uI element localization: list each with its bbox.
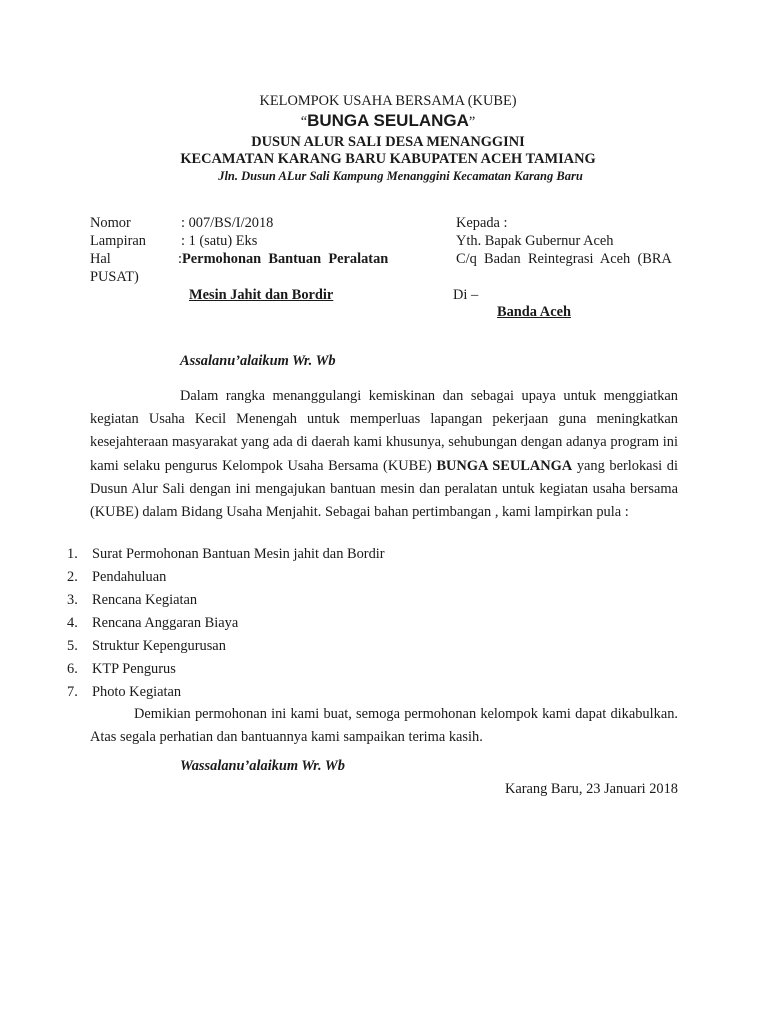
list-text: Pendahuluan (92, 569, 167, 585)
hal-label: Hal (90, 251, 111, 267)
list-item (67, 543, 385, 566)
address-line: Jln. Dusun ALur Sali Kampung Menanggini Kecamatan Karang Baru (218, 169, 583, 183)
district-line: KECAMATAN KARANG BARU KABUPATEN ACEH TAMIANG (180, 151, 596, 167)
attachment-list (67, 543, 385, 704)
list-text: Struktur Kepengurusan (92, 638, 226, 654)
quote-close: ” (468, 114, 476, 130)
closing-paragraph: Demikian permohonan ini kami buat, semoga permohonan kelompok kami dapat dikabulkan. Atas segala perhatian dan bantuannya kami sampaikan terima kasih. (90, 706, 678, 746)
brand-name: BUNGA SEULANGA (307, 111, 469, 130)
recipient-cq: C/q Badan Reintegrasi Aceh (BRA (456, 251, 672, 267)
list-item (67, 612, 385, 635)
list-number: 6. (67, 661, 78, 677)
greeting: Assalanu’alaikum Wr. Wb (180, 353, 336, 369)
group-name (0, 111, 768, 131)
list-number: 1. (67, 546, 78, 562)
list-text: KTP Pengurus (92, 661, 176, 677)
body-paragraph (90, 385, 678, 524)
recipient-cq-cont: PUSAT) (90, 269, 139, 285)
place-date: Karang Baru, 23 Januari 2018 (504, 781, 678, 797)
recipient-di: Di – (453, 287, 479, 303)
hal-subject: Permohonan Bantuan Peralatan (182, 251, 389, 267)
list-number: 4. (67, 615, 78, 631)
recipient-kepada: Kepada : (456, 215, 508, 231)
list-item (67, 681, 385, 704)
list-item (67, 635, 385, 658)
list-text: Photo Kegiatan (92, 684, 182, 700)
lampiran-label: Lampiran (90, 233, 146, 249)
village-line: DUSUN ALUR SALI DESA MENANGGINI (251, 134, 525, 150)
list-item (67, 566, 385, 589)
list-item (67, 658, 385, 681)
para-text-1: Dalam rangka menanggulangi kemiskinan dan sebagai upaya untuk menggiatkan kegiatan Usaha Kecil Menengah untuk memperluas lapangan pekerjaan guna meningkatkan kesejahteraan masyarakat yang ada di daerah kami khusunya, sehubungan dengan adanya program ini kami selaku pengurus Kelompok Usaha Bersama (KUBE) (90, 388, 678, 474)
list-text: Rencana Kegiatan (92, 592, 198, 608)
list-item (67, 589, 385, 612)
lampiran-value: : 1 (satu) Eks (181, 233, 258, 249)
nomor-value: : 007/BS/I/2018 (181, 215, 274, 231)
list-text: Rencana Anggaran Biaya (92, 615, 239, 631)
hal-value (178, 251, 388, 268)
para-bold-name: BUNGA SEULANGA (436, 457, 573, 474)
list-number: 3. (67, 592, 78, 608)
org-name: KELOMPOK USAHA BERSAMA (KUBE) (259, 93, 517, 109)
hal-colon: : (178, 251, 182, 267)
para-text-2: yang berlokasi di Dusun Alur Sali dengan ini mengajukan bantuan mesin dan peralatan untuk kegiatan usaha bersama (KUBE) dalam Bidang Usaha Menjahit. Sebagai bahan pertimbangan , kami lampirkan pula : (90, 457, 678, 521)
quote-open: “ (300, 114, 308, 130)
hal-subject-line2: Mesin Jahit dan Bordir (189, 287, 334, 303)
recipient-city: Banda Aceh (497, 304, 571, 320)
recipient-yth: Yth. Bapak Gubernur Aceh (456, 233, 614, 249)
list-number: 7. (67, 684, 78, 700)
list-number: 2. (67, 569, 78, 585)
list-number: 5. (67, 638, 78, 654)
nomor-label: Nomor (90, 215, 131, 231)
list-text: Surat Permohonan Bantuan Mesin jahit dan Bordir (92, 546, 385, 562)
closing-salutation: Wassalanu’alaikum Wr. Wb (180, 758, 345, 774)
